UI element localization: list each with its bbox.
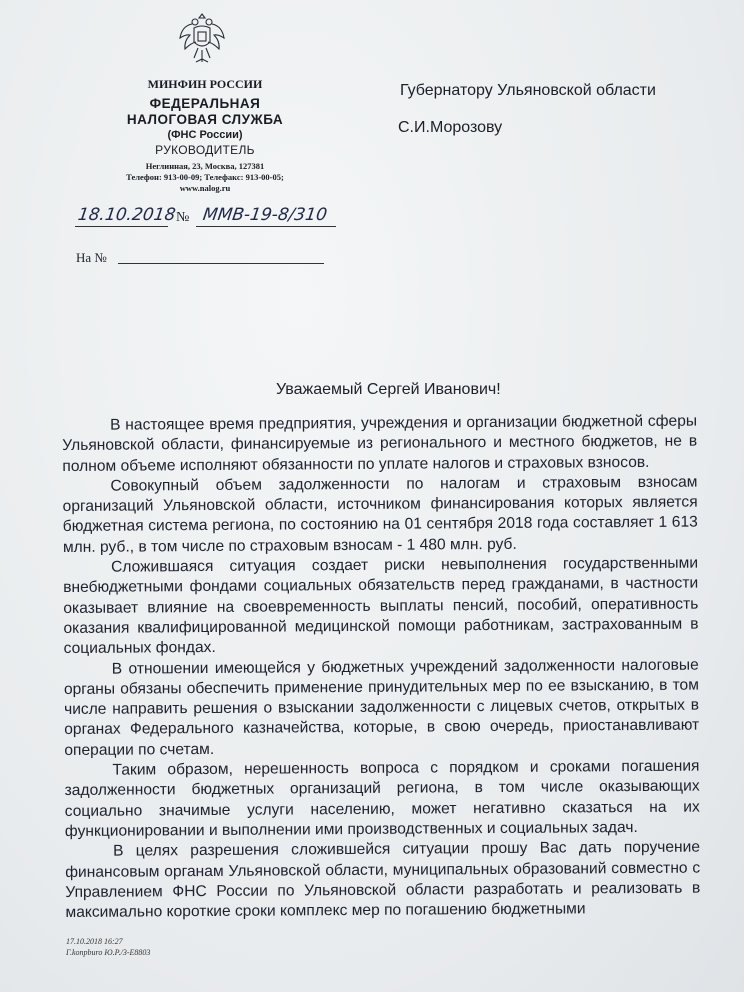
- salutation: Уважаемый Сергей Иванович!: [276, 381, 501, 398]
- date-underline: [75, 226, 168, 227]
- number-label: №: [176, 210, 190, 225]
- ministry-name: МИНФИН РОССИИ: [147, 77, 263, 91]
- service-name-line2: НАЛОГОВАЯ СЛУЖБА: [126, 112, 284, 127]
- number-underline: [196, 226, 336, 227]
- paragraph: Совокупный объем задолженности по налогам и страховым взносам организаций Ульяновской области, источником финансирования которых является бюджетная система региона, по состоянию на 01 сентября 2018 года составляет 1 613 млн. руб., в том числе по страховым взносам - 1 480 млн. руб.: [62, 473, 698, 556]
- footer-timestamp: 17.10.2018 16:27: [66, 937, 123, 946]
- paragraph: В целях разрешения сложившейся ситуации прошу Вас дать поручение финансовым органам Ульяновской области, муниципальных образований совместно с Управлением ФНС России по Ульяновской области разработать и реализовать в максимально короткие сроки комплекс мер по погашению бюджетными: [65, 838, 701, 922]
- sender-phones: Телефон: 913-00-09; Телефакс: 913-00-05;: [126, 172, 284, 182]
- reference-underline: [118, 263, 324, 264]
- paragraph: Таким образом, нерешенность вопроса с порядком и сроками погашения задолженности бюджетных организаций региона, в том числе оказывающих социально значимые услуги населению, может негативно сказаться на их функционировании и выполнении ими производственных и социальных задач.: [64, 757, 700, 840]
- paragraph: В отношении имеющейся у бюджетных учреждений задолженности налоговые органы обязаны обеспечить применение принудительных мер по ее взысканию, в том числе направить решения о взыскании задолженности с лицевых счетов, открытых в органах Федерального казначейства, которые, в свою очередь, приостанавливают операции по счетам.: [63, 656, 700, 759]
- sender-address: Неглинная, 23, Москва, 127381: [145, 161, 265, 171]
- service-abbreviation: (ФНС России): [167, 129, 243, 141]
- reference-label: На №: [76, 250, 107, 265]
- document-date: 18.10.2018: [76, 205, 177, 225]
- letter-body: [62, 412, 701, 924]
- sender-website: www.nalog.ru: [179, 183, 231, 193]
- coat-of-arms-icon: [176, 10, 228, 66]
- paragraph: В настоящее время предприятия, учреждения и организации бюджетной сферы Ульяновской области, финансируемые из регионального и местного бюджетов, не в полном объеме исполняют обязанности по уплате налогов и страховых взносов.: [62, 412, 698, 475]
- footer-author: Г.konpburo Ю.Р./3-E8803: [66, 948, 151, 957]
- recipient-title: Губернатору Ульяновской области: [400, 82, 656, 99]
- service-name-line1: ФЕДЕРАЛЬНАЯ: [149, 96, 261, 111]
- document-number: ММВ-19-8/310: [201, 205, 329, 225]
- sender-position: РУКОВОДИТЕЛЬ: [155, 143, 255, 157]
- recipient-name: С.И.Морозову: [398, 119, 503, 136]
- paragraph: Сложившаяся ситуация создает риски невыполнения государственными внебюджетными фондами социальных обязательств перед гражданами, в частности оказывает влияние на своевременность выплаты пенсий, пособий, оперативность оказания квалифицированной медицинской помощи работникам, застрахованным в социальных фондах.: [63, 554, 699, 658]
